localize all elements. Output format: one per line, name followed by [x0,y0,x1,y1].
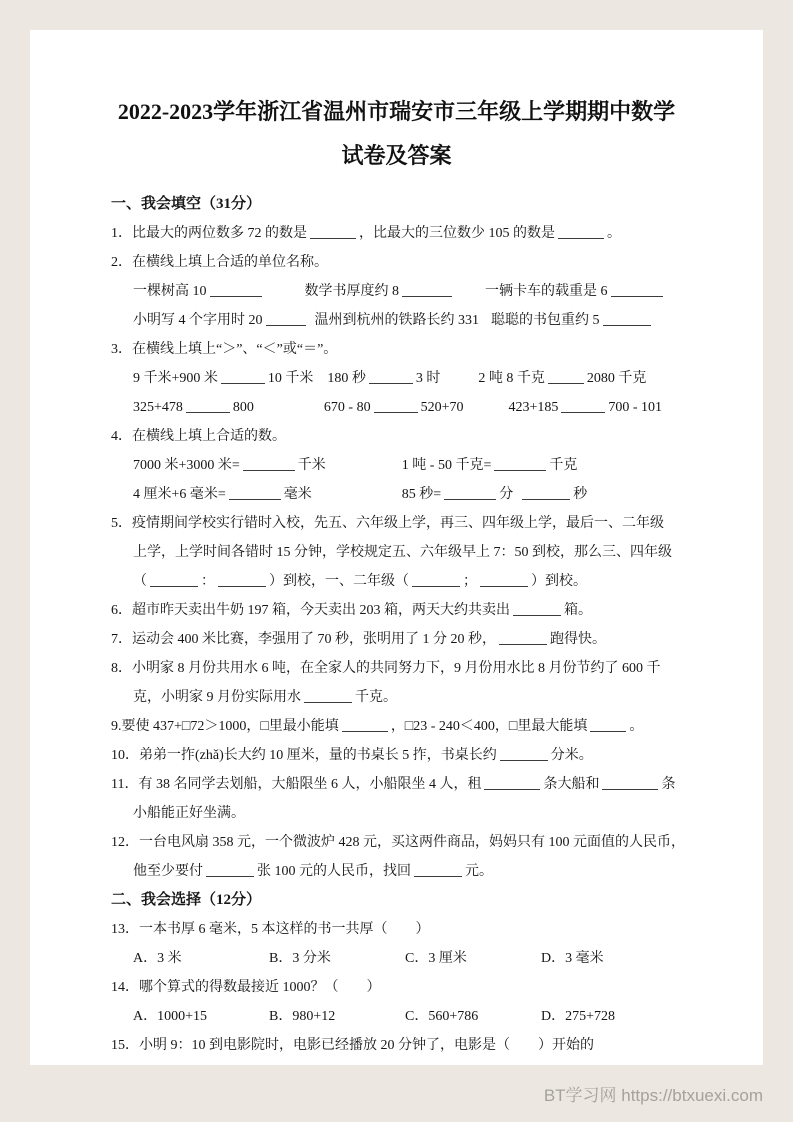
spacer [440,381,478,382]
text-segment: 一棵树高 10 [133,284,207,299]
text-segment: 13．一本书厚 6 毫米，5 本这样的书一共厚（ ） [111,922,430,937]
text-segment: ： [201,574,215,589]
spacer [312,497,402,498]
text-segment: 温州到杭州的铁路长约 331 [314,313,479,328]
q3-compare-row-2 [111,393,682,422]
q9 [111,712,682,741]
q13-options [111,944,682,973]
text-segment: 4．在横线上填上合适的数。 [111,429,286,444]
q14 [111,973,682,1002]
exam-paper-sheet [30,30,763,1065]
text-segment: 分 [499,487,514,502]
choice-option: B．980+12 [269,1009,336,1024]
text-segment: 7．运动会 400 米比赛，李强用了 70 秒，张明用了 1 分 20 秒， [111,632,496,647]
q11-line-2 [111,799,682,828]
answer-blank [548,371,584,384]
answer-blank [603,313,651,326]
exam-content [30,178,763,1060]
text-segment: 800 [232,400,254,415]
text-segment: 12．一台电风扇 358 元，一个微波炉 428 元，买这两件商品，妈妈只有 100 元面值的人民币， [111,835,685,850]
document-title [30,30,763,178]
title-line-1: 2022-2023学年浙江省温州市瑞安市三年级上学期期中数学 [117,99,676,124]
text-segment: 他至少要付 [133,864,203,879]
text-segment: 10．弟弟一拃(zhǎ)长大约 10 厘米，量的书桌长 5 拃，书桌长约 [111,748,497,763]
text-segment: 千米 [297,458,326,473]
answer-blank [494,458,546,471]
q14-options [111,1002,682,1031]
q5-line-2 [111,538,682,567]
choice-option: D．275+728 [541,1009,616,1024]
text-segment: 上学，上学时间各错时 15 分钟，学校规定五、六年级早上 7：50 到校，那么三、四年级 [133,545,672,560]
text-segment: 325+478 [133,400,183,415]
q15 [111,1031,682,1060]
spacer [455,294,485,295]
text-segment: 二、我会选择（12分） [111,892,262,908]
q6 [111,596,682,625]
answer-blank [206,864,254,877]
answer-blank [522,487,570,500]
q13 [111,915,682,944]
text-segment: 千克 [549,458,578,473]
text-segment: 2080 千克 [586,371,647,386]
text-segment: 85 秒= [401,487,442,502]
text-segment: 180 秒 [327,371,366,386]
q5-line-1 [111,509,682,538]
text-segment: 7000 米+3000 米= [133,458,240,473]
answer-blank [150,574,198,587]
answer-blank [310,226,356,239]
answer-blank [218,574,266,587]
text-segment: 。 [629,719,644,734]
text-segment: 秒 [573,487,588,502]
text-segment: ，□23 - 240＜400，□里最大能填 [390,719,588,734]
answer-blank [186,400,230,413]
q3 [111,335,682,364]
q8-line-1 [111,654,682,683]
answer-blank [210,284,262,297]
answer-blank [266,313,306,326]
answer-blank [374,400,418,413]
spacer [254,410,324,411]
text-segment: ）到校。 [531,574,587,589]
text-segment: 毫米 [283,487,312,502]
answer-blank [484,777,540,790]
spacer [265,294,305,295]
answer-blank [402,284,452,297]
text-segment: 条大船和 [543,777,600,792]
section-1-heading [111,190,682,219]
choice-option: A．1000+15 [133,1009,208,1024]
text-segment: 423+185 [508,400,559,415]
text-segment: 1．比最大的两位数多 72 的数是 [111,226,307,241]
q2-units-row-1 [111,277,682,306]
text-segment: 8．小明家 8 月份共用水 6 吨，在全家人的共同努力下，9 月份用水比 8 月份节约了 600 千 [111,661,661,676]
choice-option: D．3 毫米 [541,951,604,966]
text-segment: 小明写 4 个字用时 20 [133,313,263,328]
text-segment: 克，小明家 9 月份实际用水 [133,690,301,705]
q7 [111,625,682,654]
text-segment: ）到校，一、二年级（ [269,574,409,589]
text-segment: 千克。 [355,690,397,705]
q5-line-3 [111,567,682,596]
answer-blank [602,777,658,790]
answer-blank [561,400,605,413]
text-segment: 1 吨 - 50 千克= [401,458,492,473]
q2-units-row-2 [111,306,682,335]
spacer [463,410,508,411]
q12-line-1 [111,828,685,857]
text-segment: 14．哪个算式的得数最接近 1000？（ ） [111,980,381,995]
text-segment: ； [463,574,477,589]
text-segment: 9 千米+900 米 [133,371,218,386]
answer-blank [243,458,295,471]
text-segment: 520+70 [420,400,464,415]
answer-blank [499,632,547,645]
answer-blank [221,371,265,384]
text-segment: 元。 [465,864,493,879]
text-segment: 箱。 [564,603,592,618]
choice-option: C．560+786 [405,1009,479,1024]
text-segment: 700 - 101 [608,400,663,415]
answer-blank [414,864,462,877]
text-segment: 张 100 元的人民币，找回 [257,864,411,879]
text-segment: 数学书厚度约 8 [304,284,399,299]
answer-blank [590,719,626,732]
q4-fill-row-2 [111,480,682,509]
text-segment: 条 [661,777,676,792]
text-segment: 15．小明 9：10 到电影院时，电影已经播放 20 分钟了，电影是（ ）开始的 [111,1038,594,1053]
answer-blank [342,719,388,732]
answer-blank [500,748,548,761]
text-segment: ，比最大的三位数少 105 的数是 [359,226,555,241]
answer-blank [611,284,663,297]
q11-line-1 [111,770,682,799]
text-segment: 11．有 38 名同学去划船，大船限坐 6 人，小船限坐 4 人，租 [111,777,482,792]
text-segment: （ [133,574,147,589]
title-line-2: 试卷及答案 [341,143,452,168]
q3-compare-row-1 [111,364,682,393]
answer-blank [444,487,496,500]
spacer [513,497,519,498]
watermark-link[interactable]: BT学习网 https://btxuexi.com [543,1086,763,1105]
answer-blank [480,574,528,587]
q2 [111,248,682,277]
spacer [326,468,402,469]
answer-blank [412,574,460,587]
text-segment: 聪聪的书包重约 5 [491,313,600,328]
text-segment: 一辆卡车的载重是 6 [485,284,608,299]
answer-blank [229,487,281,500]
text-segment: 2 吨 8 千克 [478,371,545,386]
text-segment: 。 [607,226,621,241]
choice-option: C．3 厘米 [405,951,467,966]
answer-blank [513,603,561,616]
text-segment: 分米。 [550,748,593,763]
q4 [111,422,682,451]
choice-option: A．3 米 [133,951,182,966]
answer-blank [558,226,604,239]
text-segment: 3 时 [415,371,441,386]
text-segment: 一、我会填空（31分） [111,196,262,212]
q10 [111,741,682,770]
choice-option: B．3 分米 [269,951,331,966]
answer-blank [304,690,352,703]
q4-fill-row-1 [111,451,682,480]
text-segment: 4 厘米+6 毫米= [133,487,226,502]
text-segment: 3．在横线上填上“＞”、“＜”或“＝”。 [111,342,338,357]
spacer [313,381,327,382]
spacer [479,323,491,324]
text-segment: 5．疫情期间学校实行错时入校，先五、六年级上学，再三、四年级上学，最后一、二年级 [111,516,664,531]
q8-line-2 [111,683,682,712]
q1 [111,219,682,248]
q12-line-2 [111,857,682,886]
text-segment: 9.要使 437+□72＞1000，□里最小能填 [111,719,339,734]
section-2-heading [111,886,682,915]
text-segment: 2．在横线上填上合适的单位名称。 [111,255,328,270]
text-segment: 10 千米 [267,371,314,386]
text-segment: 6．超市昨天卖出牛奶 197 箱，今天卖出 203 箱，两天大约共卖出 [111,603,510,618]
text-segment: 小船能正好坐满。 [133,806,245,821]
answer-blank [369,371,413,384]
text-segment: 跑得快。 [550,632,606,647]
text-segment: 670 - 80 [323,400,371,415]
